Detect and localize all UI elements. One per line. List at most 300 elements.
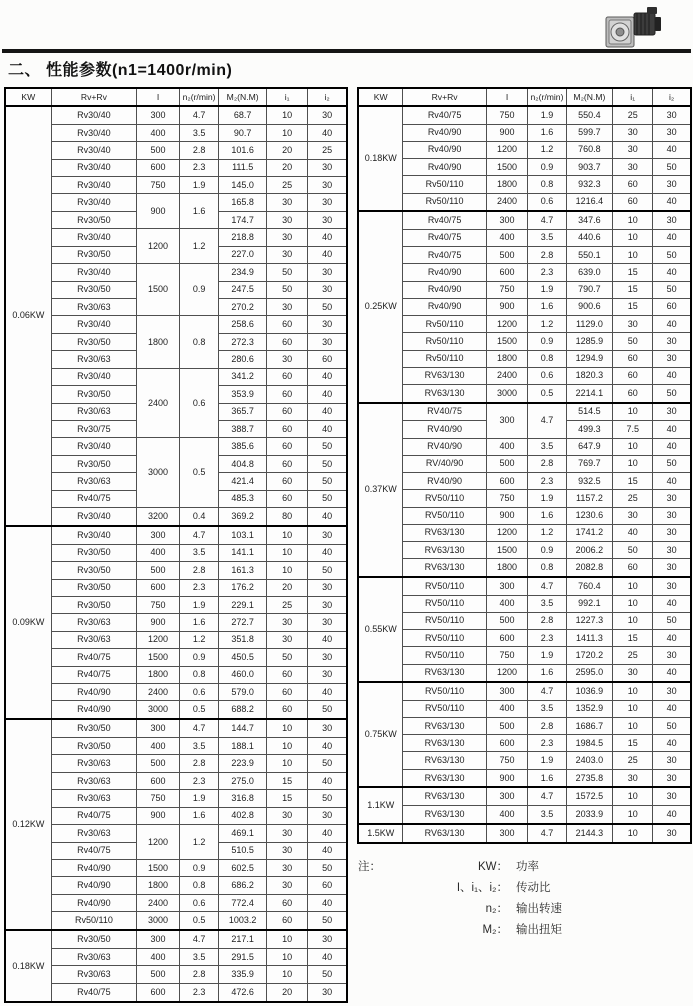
i2-cell: 50 xyxy=(308,438,347,455)
ratio-total-cell: 500 xyxy=(486,612,528,629)
kw-cell: 0.75KW xyxy=(358,682,403,787)
i1-cell: 10 xyxy=(613,455,653,472)
kw-cell: 1.1KW xyxy=(358,787,403,823)
table-row xyxy=(5,807,347,824)
i1-cell: 15 xyxy=(613,630,653,647)
table-row xyxy=(5,159,347,176)
output-speed-cell: 0.8 xyxy=(179,877,218,894)
model-cell: RV63/130 xyxy=(403,385,486,403)
output-torque-cell: 258.6 xyxy=(219,316,267,333)
ratio-total-cell: 400 xyxy=(486,700,528,717)
table-row xyxy=(358,735,691,752)
output-torque-cell: 1984.5 xyxy=(566,735,613,752)
i2-cell: 30 xyxy=(653,106,691,124)
model-cell: Rv30/50 xyxy=(51,455,137,472)
output-speed-cell: 3.5 xyxy=(179,738,218,755)
ratio-total-cell: 3000 xyxy=(486,385,528,403)
model-cell: Rv30/40 xyxy=(51,316,137,333)
i1-cell: 10 xyxy=(613,247,653,264)
i2-cell: 50 xyxy=(308,473,347,490)
ratio-total-cell: 500 xyxy=(137,142,180,159)
model-cell: RV63/130 xyxy=(403,824,486,843)
i2-cell: 40 xyxy=(653,473,691,490)
model-cell: Rv50/110 xyxy=(403,316,486,333)
i1-cell: 50 xyxy=(267,281,308,298)
col-header-output-torque: M₂(N.M) xyxy=(219,88,267,106)
output-torque-cell: 647.9 xyxy=(566,438,613,455)
output-speed-cell: 3.5 xyxy=(528,595,566,612)
i1-cell: 60 xyxy=(267,316,308,333)
output-torque-cell: 272.7 xyxy=(219,614,267,631)
model-cell: RV63/130 xyxy=(403,367,486,384)
output-torque-cell: 1129.0 xyxy=(566,316,613,333)
table-row xyxy=(358,455,691,472)
output-torque-cell: 2214.1 xyxy=(566,385,613,403)
output-torque-cell: 900.6 xyxy=(566,298,613,315)
table-row xyxy=(358,542,691,559)
output-torque-cell: 1003.2 xyxy=(219,912,267,930)
ratio-total-cell: 300 xyxy=(486,682,528,700)
model-cell: Rv30/50 xyxy=(51,386,137,403)
table-row xyxy=(358,124,691,141)
output-speed-cell: 0.5 xyxy=(528,385,566,403)
i2-cell: 30 xyxy=(653,752,691,769)
i1-cell: 80 xyxy=(267,508,308,526)
output-speed-cell: 1.2 xyxy=(179,825,218,860)
i1-cell: 25 xyxy=(613,490,653,507)
i2-cell: 40 xyxy=(308,894,347,911)
ratio-total-cell: 3000 xyxy=(137,701,180,719)
table-row xyxy=(5,930,347,948)
ratio-total-cell: 1500 xyxy=(486,333,528,350)
i1-cell: 30 xyxy=(267,842,308,859)
table-row xyxy=(5,508,347,526)
table-row xyxy=(358,350,691,367)
i2-cell: 30 xyxy=(308,211,347,228)
model-cell: Rv40/75 xyxy=(403,247,486,264)
ratio-total-cell: 900 xyxy=(486,769,528,787)
ratio-total-cell: 1200 xyxy=(486,316,528,333)
output-speed-cell: 4.7 xyxy=(528,577,566,595)
ratio-total-cell: 400 xyxy=(137,544,180,561)
note-term: I、i₁、i₂： xyxy=(456,882,508,894)
ratio-total-cell: 900 xyxy=(486,507,528,524)
i1-cell: 60 xyxy=(267,701,308,719)
output-torque-cell: 144.7 xyxy=(219,719,267,737)
output-speed-cell: 4.7 xyxy=(179,719,218,737)
i1-cell: 30 xyxy=(267,825,308,842)
i2-cell: 30 xyxy=(653,211,691,229)
i2-cell: 40 xyxy=(653,664,691,682)
output-speed-cell: 0.4 xyxy=(179,508,218,526)
ratio-total-cell: 600 xyxy=(486,264,528,281)
output-torque-cell: 385.6 xyxy=(219,438,267,455)
col-header-output-torque: M₂(N.M) xyxy=(566,88,613,106)
ratio-total-cell: 500 xyxy=(137,755,180,772)
i2-cell: 30 xyxy=(308,281,347,298)
output-speed-cell: 2.8 xyxy=(179,562,218,579)
ratio-total-cell: 400 xyxy=(137,948,180,965)
output-torque-cell: 510.5 xyxy=(219,842,267,859)
i2-cell: 30 xyxy=(653,577,691,595)
output-torque-cell: 499.3 xyxy=(566,421,613,438)
i2-cell: 40 xyxy=(308,772,347,789)
i1-cell: 30 xyxy=(267,299,308,316)
i1-cell: 30 xyxy=(613,159,653,176)
ratio-total-cell: 1200 xyxy=(486,664,528,682)
i2-cell: 30 xyxy=(308,719,347,737)
header-row xyxy=(5,88,347,106)
i1-cell: 25 xyxy=(267,596,308,613)
i1-cell: 50 xyxy=(613,542,653,559)
table-row xyxy=(5,264,347,281)
i1-cell: 30 xyxy=(613,141,653,158)
ratio-total-cell: 500 xyxy=(486,455,528,472)
table-row xyxy=(5,894,347,911)
i2-cell: 30 xyxy=(308,649,347,666)
i1-cell: 50 xyxy=(613,333,653,350)
table-row xyxy=(358,559,691,577)
table-row xyxy=(5,631,347,648)
i2-cell: 30 xyxy=(653,524,691,541)
table-row xyxy=(5,562,347,579)
output-speed-cell: 3.5 xyxy=(179,948,218,965)
i1-cell: 15 xyxy=(613,298,653,315)
i1-cell: 60 xyxy=(613,559,653,577)
output-torque-cell: 2082.8 xyxy=(566,559,613,577)
output-torque-cell: 440.6 xyxy=(566,229,613,246)
table-row xyxy=(358,717,691,734)
model-cell: Rv30/40 xyxy=(51,142,137,159)
i1-cell: 60 xyxy=(267,438,308,455)
i2-cell: 50 xyxy=(308,755,347,772)
output-torque-cell: 275.0 xyxy=(219,772,267,789)
i2-cell: 40 xyxy=(653,316,691,333)
table-row xyxy=(358,824,691,843)
model-cell: Rv30/50 xyxy=(51,579,137,596)
output-speed-cell: 2.3 xyxy=(179,983,218,1002)
table-row xyxy=(358,664,691,682)
output-speed-cell: 1.2 xyxy=(528,141,566,158)
table-row xyxy=(5,124,347,141)
output-speed-cell: 1.6 xyxy=(528,769,566,787)
output-speed-cell: 2.3 xyxy=(179,772,218,789)
col-header-i1: i₁ xyxy=(267,88,308,106)
kw-cell: 0.09KW xyxy=(5,526,51,719)
output-torque-cell: 351.8 xyxy=(219,631,267,648)
model-cell: Rv30/40 xyxy=(51,368,137,385)
col-header-i2: i₂ xyxy=(653,88,691,106)
output-torque-cell: 472.6 xyxy=(219,983,267,1002)
ratio-total-cell: 750 xyxy=(137,177,180,194)
ratio-total-cell: 1500 xyxy=(137,264,180,316)
ratio-total-cell: 400 xyxy=(137,124,180,141)
i2-cell: 40 xyxy=(308,738,347,755)
ratio-total-cell: 750 xyxy=(486,752,528,769)
output-torque-cell: 932.3 xyxy=(566,176,613,193)
output-torque-cell: 68.7 xyxy=(219,106,267,124)
output-torque-cell: 402.8 xyxy=(219,807,267,824)
ratio-total-cell: 3200 xyxy=(137,508,180,526)
table-row xyxy=(358,647,691,664)
i1-cell: 30 xyxy=(613,316,653,333)
output-speed-cell: 2.8 xyxy=(528,612,566,629)
model-cell: Rv30/40 xyxy=(51,508,137,526)
output-torque-cell: 176.2 xyxy=(219,579,267,596)
model-cell: Rv30/40 xyxy=(51,194,137,211)
i2-cell: 40 xyxy=(308,386,347,403)
model-cell: Rv40/75 xyxy=(51,649,137,666)
model-cell: RV63/130 xyxy=(403,769,486,787)
output-speed-cell: 2.3 xyxy=(179,579,218,596)
ratio-total-cell: 1500 xyxy=(137,649,180,666)
output-speed-cell: 0.5 xyxy=(179,912,218,930)
output-torque-cell: 388.7 xyxy=(219,420,267,437)
output-torque-cell: 485.3 xyxy=(219,490,267,507)
i2-cell: 50 xyxy=(653,385,691,403)
kw-cell: 0.06KW xyxy=(5,106,51,526)
ratio-total-cell: 1800 xyxy=(137,316,180,368)
ratio-total-cell: 300 xyxy=(137,930,180,948)
output-speed-cell: 2.8 xyxy=(179,966,218,983)
i2-cell: 30 xyxy=(308,264,347,281)
i1-cell: 25 xyxy=(613,647,653,664)
table-row xyxy=(358,298,691,315)
i1-cell: 20 xyxy=(267,159,308,176)
table-row xyxy=(358,524,691,541)
ratio-total-cell: 2400 xyxy=(486,193,528,211)
ratio-total-cell: 1500 xyxy=(486,159,528,176)
i2-cell: 50 xyxy=(308,912,347,930)
ratio-total-cell: 600 xyxy=(137,579,180,596)
output-speed-cell: 1.2 xyxy=(179,631,218,648)
i1-cell: 10 xyxy=(267,755,308,772)
ratio-total-cell: 750 xyxy=(486,106,528,124)
ratio-total-cell: 600 xyxy=(486,735,528,752)
i1-cell: 60 xyxy=(613,385,653,403)
output-speed-cell: 1.6 xyxy=(528,507,566,524)
output-torque-cell: 365.7 xyxy=(219,403,267,420)
i1-cell: 15 xyxy=(267,772,308,789)
table-row xyxy=(5,684,347,701)
i1-cell: 60 xyxy=(267,490,308,507)
model-cell: Rv50/110 xyxy=(403,350,486,367)
table-row xyxy=(5,825,347,842)
ratio-total-cell: 300 xyxy=(486,787,528,805)
i2-cell: 30 xyxy=(308,526,347,544)
output-speed-cell: 2.8 xyxy=(528,455,566,472)
table-row xyxy=(5,544,347,561)
output-speed-cell: 3.5 xyxy=(528,700,566,717)
i1-cell: 15 xyxy=(613,264,653,281)
col-header-output-speed: n₂(r/min) xyxy=(179,88,218,106)
ratio-total-cell: 2400 xyxy=(137,368,180,438)
output-torque-cell: 1230.6 xyxy=(566,507,613,524)
i1-cell: 30 xyxy=(267,211,308,228)
output-speed-cell: 0.9 xyxy=(179,860,218,877)
i1-cell: 30 xyxy=(267,351,308,368)
output-torque-cell: 1741.2 xyxy=(566,524,613,541)
model-cell: Rv30/40 xyxy=(51,229,137,246)
output-speed-cell: 0.8 xyxy=(179,316,218,368)
i1-cell: 30 xyxy=(267,246,308,263)
ratio-total-cell: 300 xyxy=(137,719,180,737)
notes-prefix xyxy=(358,879,400,895)
model-cell: Rv40/90 xyxy=(403,159,486,176)
i1-cell: 60 xyxy=(267,420,308,437)
model-cell: RV50/110 xyxy=(403,577,486,595)
model-cell: Rv30/63 xyxy=(51,948,137,965)
model-cell: Rv30/63 xyxy=(51,299,137,316)
i1-cell: 10 xyxy=(613,595,653,612)
output-torque-cell: 369.2 xyxy=(219,508,267,526)
i2-cell: 50 xyxy=(308,299,347,316)
note-definition: 输出扭矩 xyxy=(516,924,562,936)
output-torque-cell: 161.3 xyxy=(219,562,267,579)
ratio-total-cell: 900 xyxy=(486,298,528,315)
model-cell: Rv30/40 xyxy=(51,124,137,141)
table-row xyxy=(358,577,691,595)
i1-cell: 10 xyxy=(613,229,653,246)
model-cell: Rv30/63 xyxy=(51,631,137,648)
output-speed-cell: 0.9 xyxy=(528,333,566,350)
output-torque-cell: 145.0 xyxy=(219,177,267,194)
table-row xyxy=(358,507,691,524)
output-speed-cell: 2.3 xyxy=(528,473,566,490)
table-row xyxy=(358,490,691,507)
i2-cell: 40 xyxy=(653,141,691,158)
output-torque-cell: 223.9 xyxy=(219,755,267,772)
output-speed-cell: 1.9 xyxy=(179,177,218,194)
model-cell: RV63/130 xyxy=(403,524,486,541)
table-row xyxy=(5,579,347,596)
output-speed-cell: 4.7 xyxy=(528,824,566,843)
output-speed-cell: 3.5 xyxy=(179,544,218,561)
output-speed-cell: 1.6 xyxy=(179,194,218,229)
model-cell: Rv40/90 xyxy=(51,684,137,701)
table-row xyxy=(5,912,347,930)
model-cell: RV50/110 xyxy=(403,647,486,664)
ratio-total-cell: 1800 xyxy=(486,176,528,193)
i2-cell: 40 xyxy=(653,630,691,647)
ratio-total-cell: 750 xyxy=(137,596,180,613)
output-torque-cell: 1720.2 xyxy=(566,647,613,664)
table-row xyxy=(358,333,691,350)
output-torque-cell: 2595.0 xyxy=(566,664,613,682)
model-cell: Rv50/110 xyxy=(403,176,486,193)
performance-table-right xyxy=(357,87,692,844)
i2-cell: 40 xyxy=(653,438,691,455)
model-cell: Rv40/75 xyxy=(51,983,137,1002)
ratio-total-cell: 2400 xyxy=(137,894,180,911)
i2-cell: 30 xyxy=(653,403,691,421)
ratio-total-cell: 1200 xyxy=(137,825,180,860)
output-torque-cell: 111.5 xyxy=(219,159,267,176)
i1-cell: 60 xyxy=(613,350,653,367)
ratio-total-cell: 400 xyxy=(137,738,180,755)
ratio-total-cell: 3000 xyxy=(137,912,180,930)
kw-cell: 0.18KW xyxy=(5,930,51,1002)
output-torque-cell: 639.0 xyxy=(566,264,613,281)
model-cell: RV40/90 xyxy=(403,438,486,455)
ratio-total-cell: 900 xyxy=(137,807,180,824)
i1-cell: 7.5 xyxy=(613,421,653,438)
output-torque-cell: 550.4 xyxy=(566,106,613,124)
i1-cell: 10 xyxy=(613,577,653,595)
i1-cell: 60 xyxy=(267,684,308,701)
i2-cell: 40 xyxy=(308,842,347,859)
col-header-kw: KW xyxy=(5,88,51,106)
output-speed-cell: 1.9 xyxy=(179,596,218,613)
i1-cell: 60 xyxy=(267,894,308,911)
output-torque-cell: 291.5 xyxy=(219,948,267,965)
output-speed-cell: 1.6 xyxy=(528,298,566,315)
output-speed-cell: 1.9 xyxy=(528,281,566,298)
table-row xyxy=(5,719,347,737)
table-row xyxy=(358,159,691,176)
model-cell: Rv40/75 xyxy=(403,211,486,229)
i2-cell: 40 xyxy=(308,124,347,141)
i2-cell: 30 xyxy=(308,159,347,176)
table-row xyxy=(5,614,347,631)
model-cell: RV50/110 xyxy=(403,612,486,629)
col-header-i2: i₂ xyxy=(308,88,347,106)
i2-cell: 30 xyxy=(308,983,347,1002)
i1-cell: 50 xyxy=(267,264,308,281)
model-cell: RV50/110 xyxy=(403,682,486,700)
output-speed-cell: 4.7 xyxy=(528,787,566,805)
output-torque-cell: 347.6 xyxy=(566,211,613,229)
output-speed-cell: 0.6 xyxy=(528,367,566,384)
i2-cell: 30 xyxy=(653,350,691,367)
table-row xyxy=(358,385,691,403)
i2-cell: 50 xyxy=(308,562,347,579)
kw-cell: 1.5KW xyxy=(358,824,403,843)
i1-cell: 60 xyxy=(267,912,308,930)
output-speed-cell: 2.8 xyxy=(528,717,566,734)
i2-cell: 40 xyxy=(308,368,347,385)
model-cell: Rv50/110 xyxy=(403,333,486,350)
ratio-total-cell: 600 xyxy=(137,772,180,789)
model-cell: Rv50/110 xyxy=(403,193,486,211)
output-torque-cell: 686.2 xyxy=(219,877,267,894)
i2-cell: 60 xyxy=(653,298,691,315)
output-speed-cell: 0.5 xyxy=(179,701,218,719)
ratio-total-cell: 300 xyxy=(486,577,528,595)
output-speed-cell: 0.6 xyxy=(179,894,218,911)
i1-cell: 10 xyxy=(613,717,653,734)
gearbox-photo xyxy=(603,4,665,52)
output-speed-cell: 1.9 xyxy=(528,490,566,507)
ratio-total-cell: 2400 xyxy=(137,684,180,701)
i1-cell: 25 xyxy=(613,752,653,769)
col-header-model: Rv+Rv xyxy=(403,88,486,106)
i2-cell: 40 xyxy=(653,367,691,384)
i2-cell: 30 xyxy=(653,124,691,141)
table-row xyxy=(358,769,691,787)
model-cell: Rv30/40 xyxy=(51,264,137,281)
model-cell: Rv30/50 xyxy=(51,544,137,561)
i2-cell: 30 xyxy=(653,542,691,559)
table-row xyxy=(5,948,347,965)
i1-cell: 30 xyxy=(613,664,653,682)
output-speed-cell: 3.5 xyxy=(528,438,566,455)
i1-cell: 30 xyxy=(613,507,653,524)
i2-cell: 30 xyxy=(308,316,347,333)
output-speed-cell: 0.6 xyxy=(528,193,566,211)
output-speed-cell: 4.7 xyxy=(528,211,566,229)
note-term: KW： xyxy=(477,861,508,873)
